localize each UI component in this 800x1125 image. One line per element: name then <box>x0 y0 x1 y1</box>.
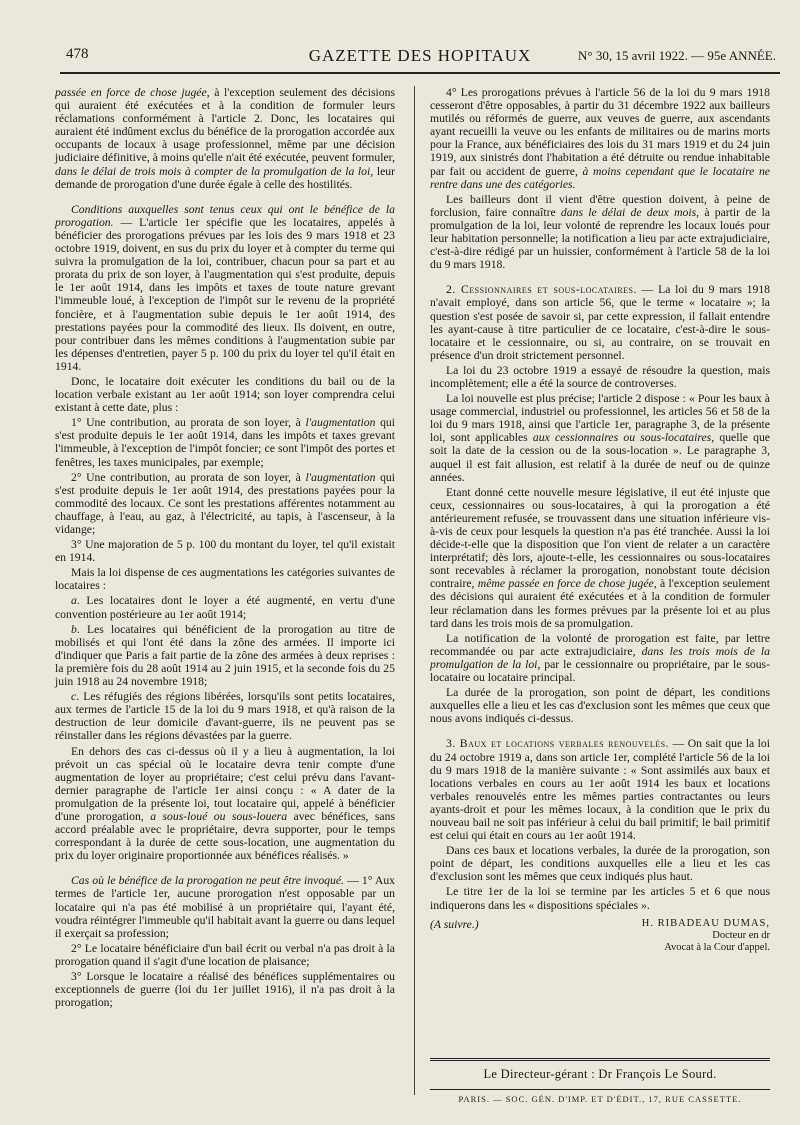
signature-block <box>430 918 770 954</box>
section-body: — On sait que la loi du 24 octobre 1919 a, dans son article 1er, complété l'article 56 de la loi du 9 mars 1918 de la manière suivante : « Sont assimilés aux baux et locations verbales en cours au 1er août 1914 les baux et locations verbales renouvelés entre les mêmes parties contractantes ou leurs ayants-droit et pour les mêmes locaux, à la condition que le prix du nouveau bail ne soit pas inférieur à celui du bail primitif; le bail primitif est celui qui était en cours au 1er août 1914. <box>430 737 770 843</box>
paragraph: Le titre 1er de la loi se termine par les articles 5 et 6 que nous indiquerons dans les « dispositions spéciales ». <box>430 885 770 912</box>
journal-title: GAZETTE DES HOPITAUX <box>308 46 532 65</box>
issue-info: N° 30, 15 avril 1922. — 95e ANNÉE. <box>577 48 776 63</box>
paragraph: La loi du 23 octobre 1919 a essayé de résoudre la question, mais incomplètement; elle a été la source de controverses. <box>430 363 770 390</box>
printer-line: PARIS. — SOC. GÉN. D'IMP. ET D'ÉDIT., 17, RUE CASSETTE. <box>430 1089 770 1104</box>
author-name: H. RIBADEAU DUMAS, <box>641 917 770 929</box>
list-item: 1° Une contribution, au prorata de son loyer, à l'augmentation qui s'est produite depuis le 1er août 1914, dans les impôts et taxes grevant l'immeuble, à l'exception de l'impôt foncier; ce sont l'impôt des portes et fenêtres, les taxes municipales, par exemple; <box>55 416 395 469</box>
section-baux <box>430 737 770 842</box>
section-exclusions: Cas où le bénéfice de la prorogation ne peut être invoqué. — 1° Aux termes de l'article 1er, aucune prorogation n'est opposable par un locataire qui n'a pas été mobilisé à un propriétaire qui, l'ayant été, voudra réintégrer l'immeuble qu'il habitait avant la guerre ou dans lequel il exerçait sa profession; <box>55 874 396 940</box>
section-conditions: Conditions auxquelles sont tenus ceux qui ont le bénéfice de la prorogation. — L'article 1er spécifie que les locataires, appelés à bénéficier des prorogations prévues par les lois des 9 mars 1918 et 23 octobre 1919, doivent, en sus du prix du loyer et à compter du terme qui suivra la promulgation de la loi, contribuer, chacun pour sa part et au prorata du prix de son loyer, à l'augmentation qui s'est produite, depuis le 1er août 1914, dans les impôts et taxes de toute nature grevant l'immeuble loué, à l'exception de l'impôt sur le revenu de la propriété foncière, et à l'augmentation subie depuis le 1er août 1914, des prestations payées pour la commodité des lieux. Ils doivent, en outre, pour contribuer dans les mêmes conditions à l'augmentation subie par les dépenses d'entretien, payer 5 p. 100 du prix du loyer tel qu'il était en 1914. <box>55 202 395 373</box>
page-footer <box>430 1058 770 1104</box>
column-divider <box>414 86 415 1095</box>
author-role: Avocat à la Cour d'appel. <box>664 941 770 953</box>
to-be-continued: (A suivre.) <box>430 917 479 931</box>
list-item: a. Les locataires dont le loyer a été augmenté, en vertu d'une convention postérieure au 1er août 1914; <box>55 594 395 621</box>
list-item: 3° Lorsque le locataire a réalisé des bénéfices supplémentaires ou exceptionnels de guerre (loi du 1er juillet 1916), il n'a pas droit à la prorogation; <box>55 970 395 1010</box>
paragraph: La durée de la prorogation, son point de départ, les conditions auxquelles elle a lieu et les cas d'exclusion sont les mêmes que ceux que nous avons indiqués ci-dessus. <box>430 686 770 726</box>
page-header <box>60 42 780 70</box>
header-rule <box>60 72 780 74</box>
footer-rule <box>430 1058 770 1061</box>
page-number: 478 <box>66 46 89 62</box>
section-heading: 2. Cessionnaires et sous-locataires. <box>446 283 637 297</box>
paragraph: Donc, le locataire doit exécuter les conditions du bail ou de la location verbale existant au 1er août 1914; son loyer comprendra celui existant à cette date, plus : <box>55 374 395 415</box>
right-column <box>430 86 770 954</box>
paragraph: En dehors des cas ci-dessus où il y a lieu à augmentation, la loi prévoit un cas spécial où le locataire devra tenir compte d'une augmentation de loyer au propriétaire; c'est celui prévu dans l'avant-dernier paragraphe de l'article 1er ainsi conçu : « A dater de la promulgation de la présente loi, tout locataire qui, appelé à bénéficier d'une prorogation, a sous-loué ou sous-louera avec bénéfices, sans accord préalable avec le propriétaire, devra supporter, pour le temps correspondant à la durée de cette sous-location, une augmentation du prix du loyer originaire proportionnée aux bénéfices réalisés. » <box>55 744 395 863</box>
paragraph: passée en force de chose jugée, à l'exception seulement des décisions qui auraient été exécutées et à la condition de formuler leurs réclamations conformément à l'article 2. Donc, les locataires qui auraient été indûment exclus du bénéfice de la prorogation accordée aux occupants de locaux à usage professionnel, même par une décision judiciaire définitive, à moins qu'elle n'ait été exécutée, peuvent formuler, dans le délai de trois mois à compter de la promulgation de la loi, leur demande de prorogation d'une durée égale à celle des hostilités. <box>55 86 395 191</box>
paragraph: Les bailleurs dont il vient d'être question doivent, à peine de forclusion, faire connaître dans le délai de deux mois, à partir de la promulgation de la loi, leur volonté de reprendre les locaux loués pour leur habitation personnelle; la notification a lieu par acte extrajudiciaire, c'est-à-dire rédigé par un huissier, conformément à l'article 58 de la loi du 9 mars 1918. <box>430 192 771 272</box>
section-body: — La loi du 9 mars 1918 n'avait employé, dans son article 56, que le terme « locataire »; la question s'est posée de savoir si, par cette expression, il fallait entendre les ayant-cause à titre particulier de ce locataire, c'est-à-dire le sous-locataire et le cessionnaire, ou si, au contraire, on se trouvait en présence d'un droit strictement personnel. <box>430 283 771 362</box>
director-line: Le Directeur-gérant : Dr François Le Sourd. <box>483 1067 717 1081</box>
list-item: 2° Une contribution, au prorata de son loyer, à l'augmentation qui s'est produite depuis le 1er août 1914, des prestations payées pour la commodité des locaux. Ce sont les prestations afférentes notamment au chauffage, à l'eau, au gaz, à l'électricité, au tapis, à l'ascenseur, à la vidange; <box>55 470 395 536</box>
paragraph: Dans ces baux et locations verbales, la durée de la prorogation, son point de départ, les conditions auxquelles elle a lieu et les cas d'exclusion sont les mêmes que ceux indiqués plus haut. <box>430 844 770 884</box>
list-item: b. Les locataires qui bénéficient de la prorogation au titre de mobilisés et qui l'ont été dans la zône des armées. Il importe ici d'indiquer que Paris a fait partie de la zône des armées à deux reprises : la première fois du 28 août 1914 au 2 juin 1915, et la seconde fois du 25 juin 1918 au 24 novembre 1918; <box>55 622 395 689</box>
list-item: 4° Les prorogations prévues à l'article 56 de la loi du 9 mars 1918 cesseront d'être opposables, à partir du 31 décembre 1922 aux bailleurs mutilés ou réformés de guerre, aux veuves de guerre, aux ascendants ayant recueilli la veuve ou les enfants de militaires ou de marins morts pour la France, aux bénéficiaires des lois du 31 mars 1919 et du 24 juin 1919, aux sinistrés dont l'habitation a été détruite ou rendue inhabitable par fait ou accident de guerre, à moins cependant que le locataire ne rentre dans une des catégories. <box>430 86 770 191</box>
list-item: c. Les réfugiés des régions libérées, lorsqu'ils sont petits locataires, aux termes de l'article 15 de la loi du 9 mars 1918, et qu'à raison de la destruction de leur domicile d'avant-guerre, ils ne peuvent pas se réinstaller dans les régions dévastées par la guerre. <box>55 690 395 743</box>
list-item: 2° Le locataire bénéficiaire d'un bail écrit ou verbal n'a pas droit à la prorogation quand il s'agit d'une location de plaisance; <box>55 941 395 968</box>
paragraph: Mais la loi dispense de ces augmentations les catégories suivantes de locataires : <box>55 566 395 593</box>
paragraph: Etant donné cette nouvelle mesure législative, il eut été injuste que ceux, cessionnaires ou sous-locataires, à qui la prorogation a été antérieurement refusée, se trouvassent dans une situation inférieure vis-à-vis de ceux pour lesquels la question n'a pas été tranchée. Aussi la loi décide-t-elle que la disposition que l'on vient de relater a un caractère interprétatif; dès lors, ajoute-t-elle, les cessionnaires ou sous-locataires sont recevables à réclamer la prorogation, nonobstant toute décision contraire, même passée en force de chose jugée, à l'exception seulement des décisions qui auraient été exécutées et à la condition de formuler leur réclamation dans les formes prévues par la présente loi et au plus tard dans les trois mois de sa promulgation. <box>430 485 770 630</box>
paragraph: La notification de la volonté de prorogation est faite, par lettre recommandée ou par acte extrajudiciaire, dans les trois mois de la promulgation de la loi, par le cessionnaire ou propriétaire, par le sous-locataire ou locataire principal. <box>430 631 771 685</box>
section-heading: 3. Baux et locations verbales renouvelés. <box>446 737 669 751</box>
paragraph: La loi nouvelle est plus précise; l'article 2 dispose : « Pour les baux à usage commercial, industriel ou professionnel, les articles 56 et 58 de la loi du 9 mars 1918, ainsi que l'article 1er, paragraphe 3, de la présente loi, sont applicables aux cessionnaires ou sous-locataires, quelle que soit la date de la cession ou de la sous-location ». Le paragraphe 3, auquel il est fait allusion, est relatif à la durée de neuf ou de quinze années. <box>430 392 770 484</box>
left-column <box>55 86 395 1011</box>
section-cessionnaires <box>430 283 770 362</box>
author-title: Docteur en dr <box>712 929 770 941</box>
list-item: 3° Une majoration de 5 p. 100 du montant du loyer, tel qu'il existait en 1914. <box>55 538 395 565</box>
